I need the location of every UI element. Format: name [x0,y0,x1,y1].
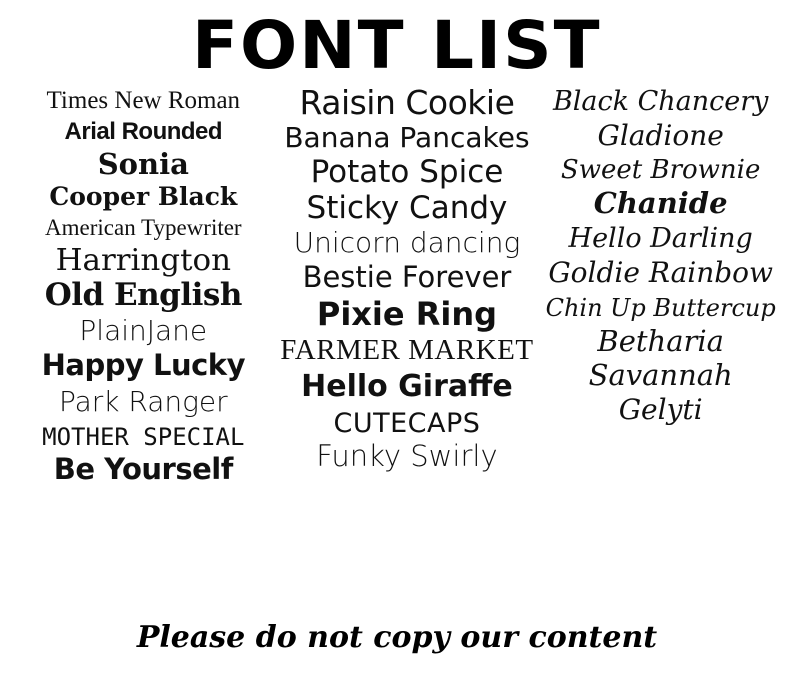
font-column-2 [279,83,536,594]
font-sample-park-ranger: Park Ranger [58,385,228,418]
font-sample-mother-special: MOTHER SPECIAL [42,423,245,451]
font-sample-pixie-ring: Pixie Ring [316,295,498,333]
font-columns [0,83,794,594]
copyright-notice: Please do not copy our content [136,619,658,655]
font-sample-happy-lucky: Happy Lucky [41,348,245,382]
font-sample-cooper-black: Cooper Black [49,182,238,211]
font-sample-sweet-brownie: Sweet Brownie [560,155,761,185]
font-sample-goldie-rainbow: Goldie Rainbow [548,256,773,289]
font-sample-bestie-forever: Bestie Forever [302,260,512,294]
font-column-3 [535,86,786,594]
font-sample-gladione: Gladione [597,119,724,152]
font-sample-potato-spice: Potato Spice [310,154,504,190]
font-sample-arial-rounded: Arial Rounded [64,118,223,145]
font-sample-american-typewriter: American Typewriter [45,215,242,240]
font-sample-chin-up-buttercup: Chin Up Buttercup [545,294,776,322]
font-sample-chanide: Chanide [593,186,728,220]
font-sample-raisin-cookie: Raisin Cookie [299,83,515,122]
font-sample-banana-pancakes: Banana Pancakes [284,121,530,154]
font-sample-savannah: Savannah [588,358,733,392]
font-sample-farmer-market: FARMER MARKET [280,334,534,366]
font-sample-betharia: Betharia [597,324,724,358]
font-sample-be-yourself: Be Yourself [53,452,233,486]
font-column-1 [8,86,279,594]
title-container [0,0,794,86]
font-sample-unicorn-dancing: Unicorn dancing [293,226,521,259]
font-sample-hello-giraffe: Hello Giraffe [301,369,513,404]
font-sample-gelyti: Gelyti [618,393,703,426]
font-sample-sonia: Sonia [97,147,189,181]
font-sample-old-english: Old English [44,277,242,313]
font-sample-harrington: Harrington [55,243,232,278]
font-sample-sticky-candy: Sticky Candy [306,190,508,226]
font-sample-times-new-roman: Times New Roman [46,87,241,114]
font-sample-funky-swirly: Funky Swirly [316,439,498,473]
font-sample-cutecaps: CUTECAPS [333,408,481,439]
font-sample-black-chancery: Black Chancery [552,86,769,117]
font-sample-hello-darling: Hello Darling [568,223,753,254]
page-title: FONT LIST [192,7,602,84]
font-sample-plainjane: PlainJane [79,314,208,347]
footer-container [0,594,794,680]
